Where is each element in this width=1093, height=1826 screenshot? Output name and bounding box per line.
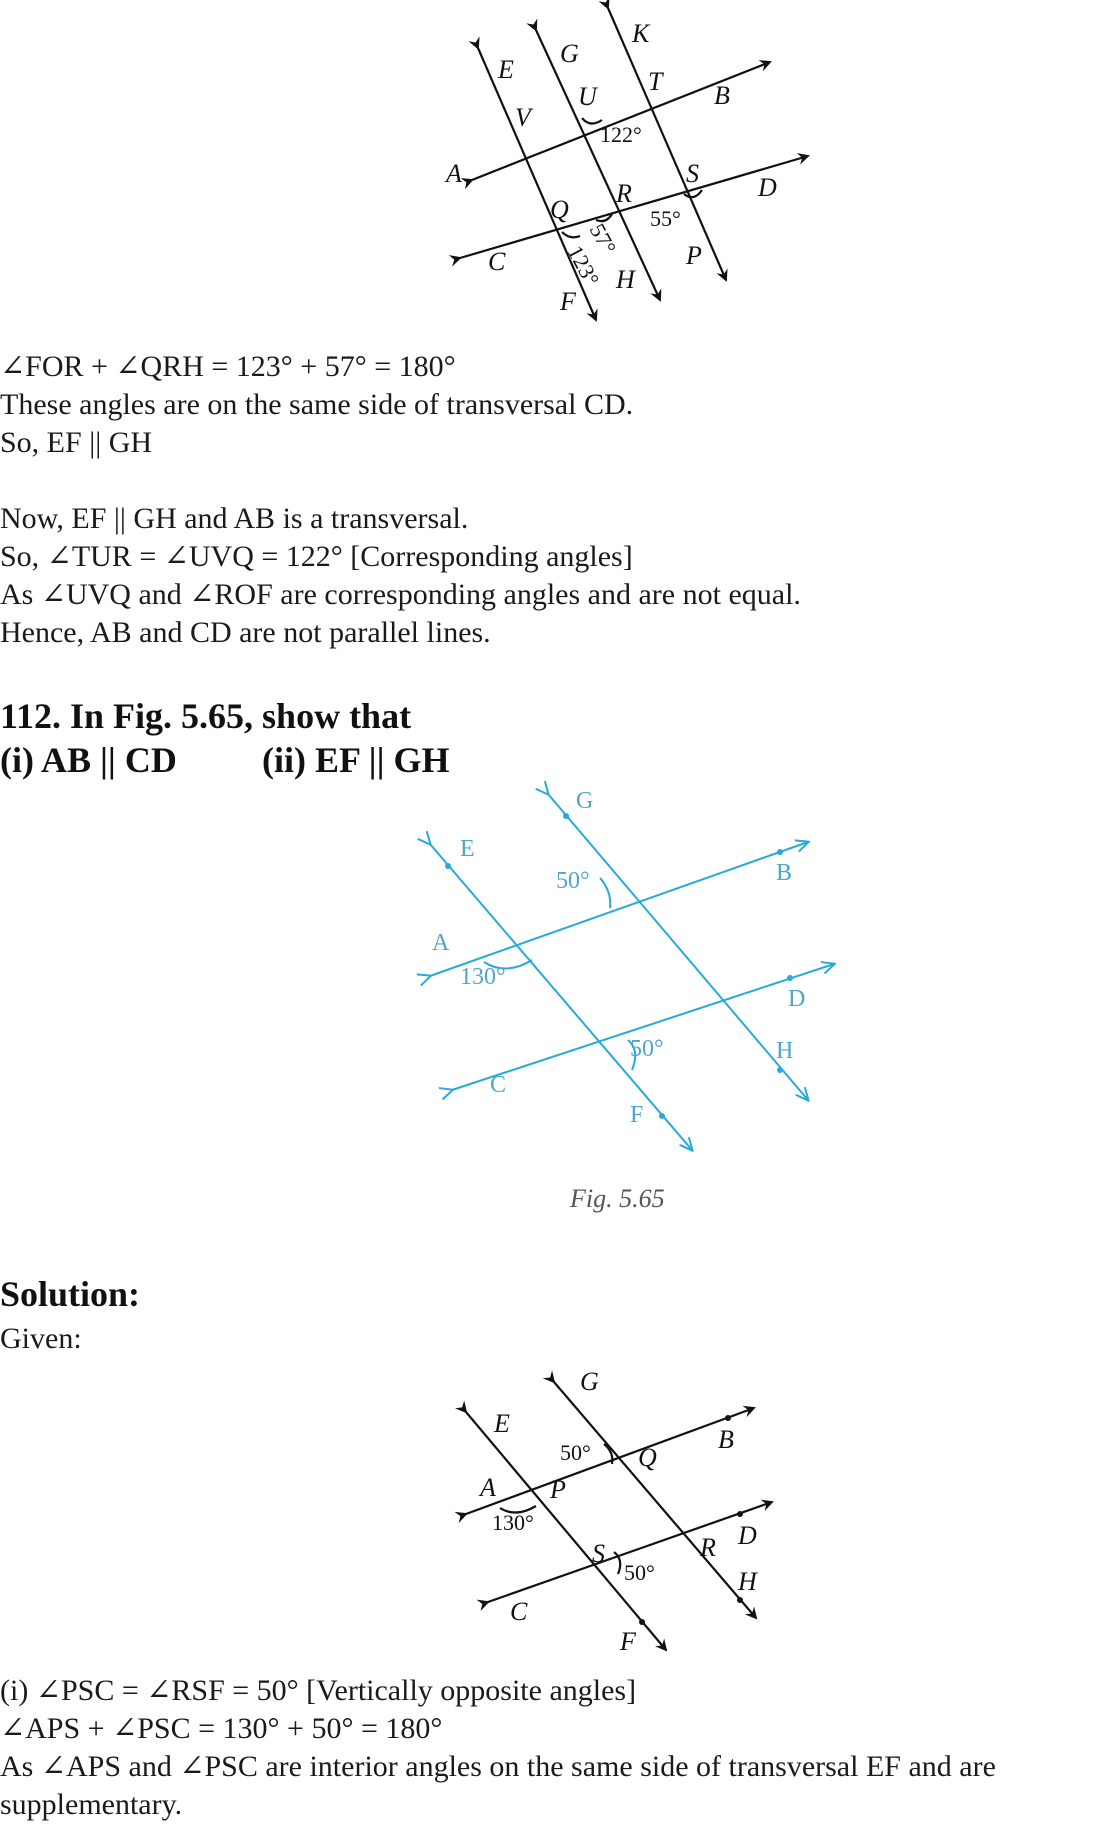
label-s-solution: S (592, 1539, 605, 1568)
label-f-solution: F (620, 1627, 636, 1656)
equation-for-qrh: ∠FOR + ∠QRH = 123° + 57° = 180° (0, 350, 456, 383)
question-title: 112. In Fig. 5.65, show that (0, 696, 412, 736)
angle-123: 123° (562, 241, 605, 290)
label-p-solution: P (550, 1475, 566, 1504)
text-now-transversal: Now, EF || GH and AB is a transversal. (0, 502, 469, 535)
text-not-parallel: Hence, AB and CD are not parallel lines. (0, 616, 491, 649)
figure-solution (0, 1360, 1093, 1660)
point-d-dot-solution (737, 1511, 743, 1517)
point-g-dot (563, 813, 569, 819)
given-label: Given: (0, 1322, 82, 1355)
label-g-solution: G (580, 1367, 599, 1396)
label-d-solution: D (738, 1521, 757, 1550)
angle-57: 57° (584, 219, 622, 259)
label-h-blue: H (776, 1038, 794, 1064)
label-h-solution: H (738, 1567, 757, 1596)
label-f: F (560, 287, 576, 316)
text-corresponding-not-equal: As ∠UVQ and ∠ROF are corresponding angles and are not equal. (0, 578, 801, 611)
question-part-1: (i) AB || CD (0, 740, 177, 780)
label-f-blue: F (630, 1102, 644, 1128)
label-q-solution: Q (638, 1443, 657, 1472)
label-q: Q (550, 195, 569, 224)
angle-122: 122° (600, 122, 642, 147)
label-d-blue: D (788, 986, 806, 1012)
point-h-dot-solution (737, 1597, 743, 1603)
line-gh (536, 30, 660, 300)
label-v: V (515, 103, 531, 132)
angle-55: 55° (650, 206, 681, 231)
label-c-blue: C (490, 1072, 507, 1098)
arc-50-top (600, 878, 610, 908)
line-cd-blue (452, 964, 834, 1090)
label-c-solution: C (510, 1597, 528, 1626)
arc-122 (582, 118, 602, 124)
point-e-dot (445, 863, 451, 869)
text-ef-parallel-gh: So, EF || GH (0, 426, 153, 459)
label-a: A (446, 159, 462, 188)
label-h: H (616, 265, 635, 294)
figure-5-65 (0, 780, 1093, 1240)
solution-heading: Solution: (0, 1274, 141, 1314)
label-u: U (578, 82, 597, 111)
equation-aps-psc: ∠APS + ∠PSC = 130° + 50° = 180° (0, 1712, 443, 1745)
point-f-dot-solution (639, 1619, 645, 1625)
text-supplementary: supplementary. (0, 1788, 183, 1821)
label-b: B (714, 81, 730, 110)
label-g-blue: G (576, 788, 594, 814)
label-k: K (632, 19, 650, 48)
label-e: E (498, 55, 514, 84)
arc-123 (562, 232, 580, 237)
line-gh-blue (548, 794, 808, 1100)
point-d-dot (787, 975, 793, 981)
label-d: D (758, 173, 777, 202)
label-r-solution: R (700, 1533, 716, 1562)
angle-130: 130° (460, 964, 506, 990)
label-c: C (488, 247, 506, 276)
point-b-dot-solution (725, 1415, 731, 1421)
label-a-solution: A (480, 1473, 496, 1502)
label-r: R (616, 179, 632, 208)
angle-50-bottom: 50° (630, 1036, 664, 1062)
figure-top (0, 0, 1093, 340)
question-part-2: (ii) EF || GH (262, 740, 450, 780)
text-psc-rsf: (i) ∠PSC = ∠RSF = 50° [Vertically opposite angles] (0, 1674, 637, 1707)
label-b-blue: B (776, 860, 793, 886)
point-h-dot (777, 1067, 783, 1073)
label-t: T (648, 67, 663, 96)
point-f-dot (659, 1113, 665, 1119)
angle-130-solution: 130° (492, 1510, 534, 1535)
label-e-solution: E (494, 1409, 510, 1438)
label-b-solution: B (718, 1425, 734, 1454)
point-b-dot (777, 849, 783, 855)
label-a-blue: A (432, 930, 450, 956)
text-interior-angles: As ∠APS and ∠PSC are interior angles on the same side of transversal EF and are (0, 1750, 996, 1783)
label-p: P (686, 241, 702, 270)
figure-caption: Fig. 5.65 (570, 1184, 665, 1213)
angle-50-top: 50° (556, 868, 590, 894)
angle-50-top-solution: 50° (560, 1440, 591, 1465)
label-g: G (560, 39, 579, 68)
label-s: S (686, 159, 699, 188)
text-tur-uvq: So, ∠TUR = ∠UVQ = 122° [Corresponding angles] (0, 540, 633, 573)
text-same-side: These angles are on the same side of transversal CD. (0, 388, 634, 421)
angle-50-bottom-solution: 50° (624, 1560, 655, 1585)
label-e-blue: E (460, 836, 475, 862)
